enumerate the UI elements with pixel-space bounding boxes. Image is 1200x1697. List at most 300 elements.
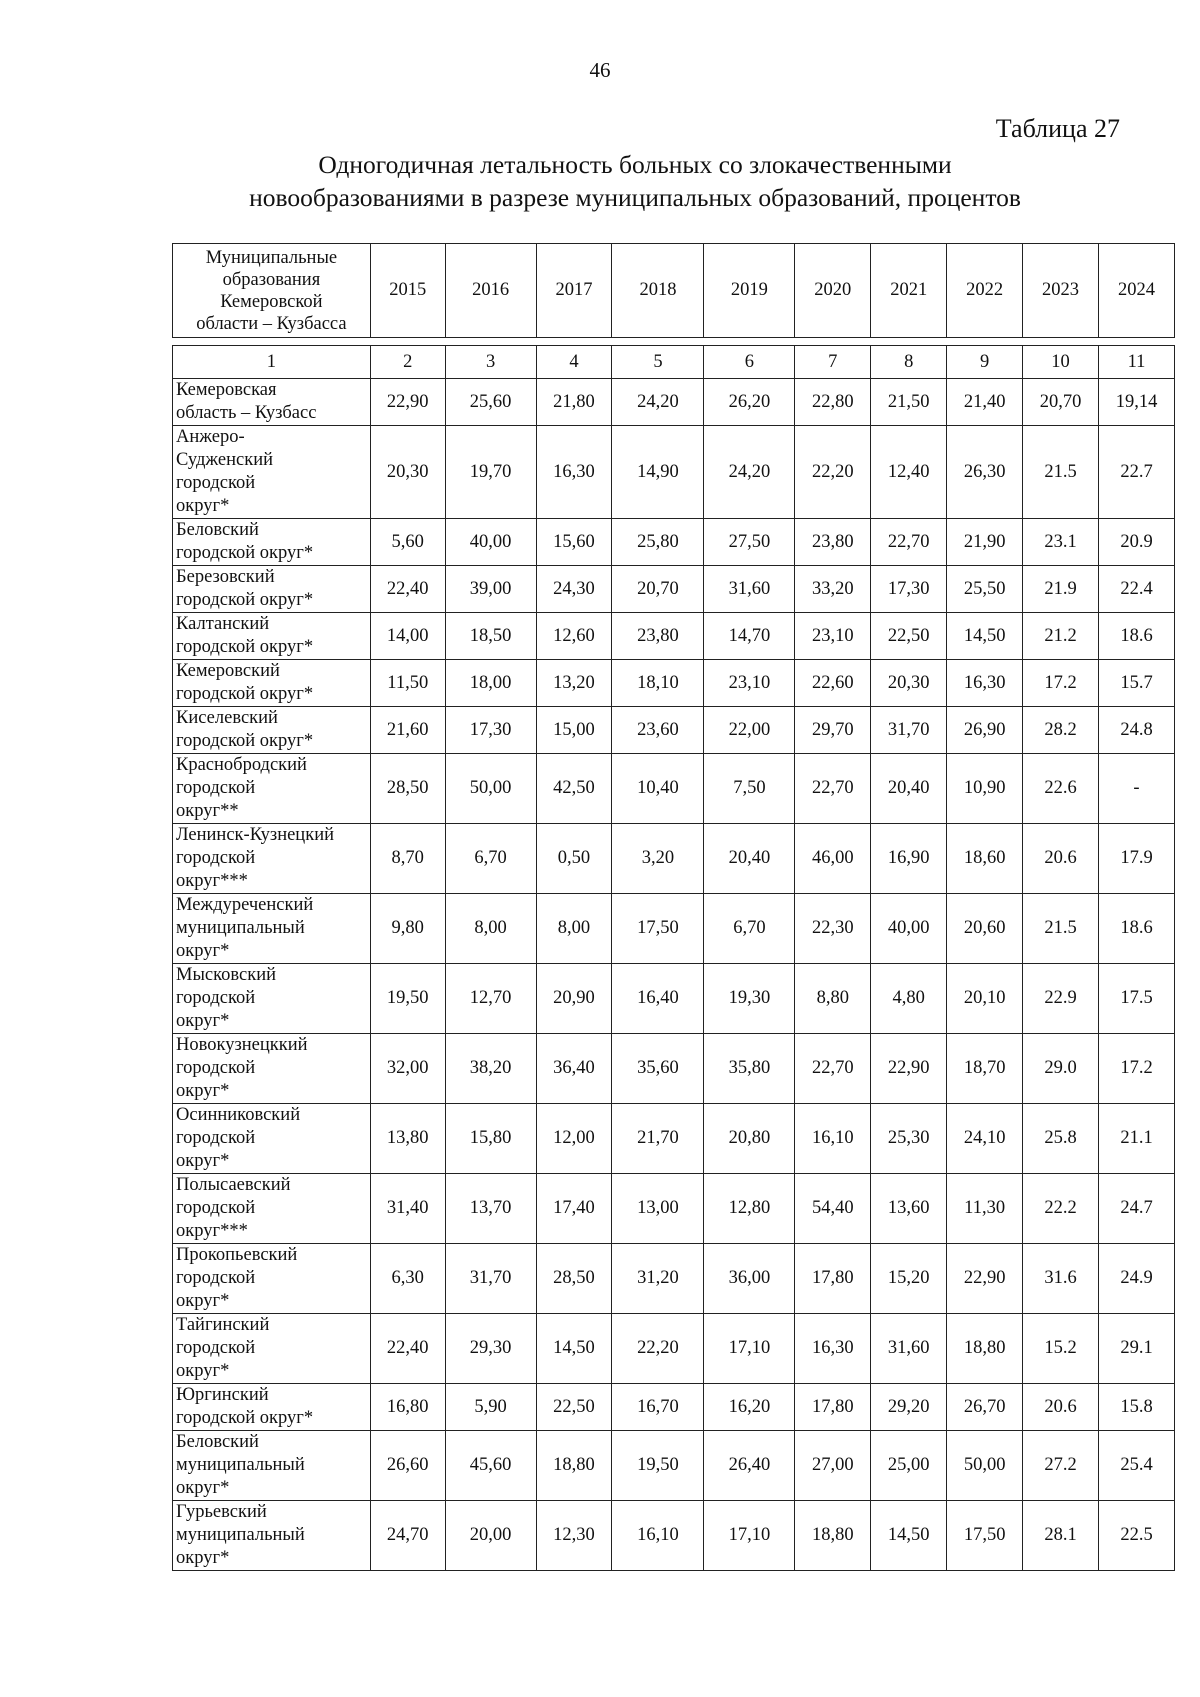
value-cell: 20.6 bbox=[1023, 1384, 1099, 1431]
table-row bbox=[173, 1244, 1175, 1314]
region-name-line: округ* bbox=[176, 1361, 230, 1381]
value-cell: 22,90 bbox=[947, 1244, 1023, 1314]
value-cell: 12,80 bbox=[704, 1174, 795, 1244]
region-header-line: Муниципальные bbox=[205, 247, 338, 268]
value-cell: 28.2 bbox=[1023, 707, 1099, 754]
value-cell: 22.2 bbox=[1023, 1174, 1099, 1244]
column-number-cell: 2 bbox=[370, 346, 445, 379]
value-cell: 27,50 bbox=[704, 519, 795, 566]
region-name-line: городской bbox=[176, 848, 256, 868]
value-cell: 16,70 bbox=[612, 1384, 704, 1431]
region-name-line: городской bbox=[176, 988, 256, 1008]
year-header-cell: 2021 bbox=[871, 244, 947, 338]
value-cell: 29.1 bbox=[1099, 1314, 1175, 1384]
year-header-cell: 2018 bbox=[612, 244, 704, 338]
value-cell: 8,80 bbox=[795, 964, 871, 1034]
value-cell: 15,00 bbox=[536, 707, 612, 754]
value-cell: 24.9 bbox=[1099, 1244, 1175, 1314]
value-cell: 46,00 bbox=[795, 824, 871, 894]
value-cell: 24,30 bbox=[536, 566, 612, 613]
value-cell: 40,00 bbox=[445, 519, 536, 566]
value-cell: 16,90 bbox=[871, 824, 947, 894]
value-cell: 16,30 bbox=[795, 1314, 871, 1384]
region-name-line: городской bbox=[176, 1128, 256, 1148]
year-header-cell: 2019 bbox=[704, 244, 795, 338]
value-cell: - bbox=[1099, 754, 1175, 824]
year-header-cell: 2020 bbox=[795, 244, 871, 338]
table-row bbox=[173, 1431, 1175, 1501]
title-line: новообразованиями в разрезе муниципальных образований, процентов bbox=[249, 183, 1021, 212]
value-cell: 21.2 bbox=[1023, 613, 1099, 660]
value-cell: 4,80 bbox=[871, 964, 947, 1034]
table-title bbox=[140, 148, 1130, 214]
value-cell: 16,10 bbox=[795, 1104, 871, 1174]
value-cell: 17,50 bbox=[947, 1501, 1023, 1571]
value-cell: 14,00 bbox=[370, 613, 445, 660]
value-cell: 23,10 bbox=[704, 660, 795, 707]
value-cell: 15.7 bbox=[1099, 660, 1175, 707]
column-number-row bbox=[173, 346, 1175, 379]
value-cell: 18,80 bbox=[795, 1501, 871, 1571]
column-number-cell: 10 bbox=[1023, 346, 1099, 379]
year-header-cell: 2016 bbox=[445, 244, 536, 338]
value-cell: 21,50 bbox=[871, 379, 947, 426]
value-cell: 40,00 bbox=[871, 894, 947, 964]
region-name-cell bbox=[173, 1431, 371, 1501]
value-cell: 24,20 bbox=[612, 379, 704, 426]
value-cell: 35,60 bbox=[612, 1034, 704, 1104]
value-cell: 20,30 bbox=[871, 660, 947, 707]
value-cell: 45,60 bbox=[445, 1431, 536, 1501]
value-cell: 22,30 bbox=[795, 894, 871, 964]
value-cell: 22,80 bbox=[795, 379, 871, 426]
value-cell: 22,70 bbox=[795, 1034, 871, 1104]
value-cell: 21.9 bbox=[1023, 566, 1099, 613]
value-cell: 22,50 bbox=[871, 613, 947, 660]
table-row bbox=[173, 1174, 1175, 1244]
value-cell: 22,20 bbox=[795, 426, 871, 519]
region-name-cell bbox=[173, 1174, 371, 1244]
value-cell: 16,30 bbox=[536, 426, 612, 519]
region-name-line: Калтанский bbox=[176, 614, 270, 634]
value-cell: 22,90 bbox=[871, 1034, 947, 1104]
column-number-cell: 4 bbox=[536, 346, 612, 379]
value-cell: 13,20 bbox=[536, 660, 612, 707]
value-cell: 17,40 bbox=[536, 1174, 612, 1244]
region-name-line: округ* bbox=[176, 1151, 230, 1171]
value-cell: 18,80 bbox=[536, 1431, 612, 1501]
region-name-line: городской округ* bbox=[176, 684, 314, 704]
table-row bbox=[173, 379, 1175, 426]
value-cell: 18,60 bbox=[947, 824, 1023, 894]
data-table bbox=[172, 345, 1175, 1571]
region-name-line: Кемеровская bbox=[176, 380, 277, 400]
value-cell: 18,50 bbox=[445, 613, 536, 660]
region-name-line: округ* bbox=[176, 496, 230, 516]
table-row bbox=[173, 754, 1175, 824]
year-header-cell: 2017 bbox=[536, 244, 612, 338]
value-cell: 23,60 bbox=[612, 707, 704, 754]
value-cell: 3,20 bbox=[612, 824, 704, 894]
value-cell: 24,10 bbox=[947, 1104, 1023, 1174]
column-number-cell: 3 bbox=[445, 346, 536, 379]
region-name-line: городской округ* bbox=[176, 590, 314, 610]
value-cell: 21.5 bbox=[1023, 426, 1099, 519]
value-cell: 29,70 bbox=[795, 707, 871, 754]
value-cell: 18,00 bbox=[445, 660, 536, 707]
value-cell: 18,80 bbox=[947, 1314, 1023, 1384]
region-name-line: область – Кузбасс bbox=[176, 403, 317, 423]
value-cell: 18.6 bbox=[1099, 613, 1175, 660]
table-row bbox=[173, 964, 1175, 1034]
value-cell: 17.2 bbox=[1023, 660, 1099, 707]
value-cell: 17,30 bbox=[445, 707, 536, 754]
value-cell: 20,10 bbox=[947, 964, 1023, 1034]
region-name-line: Прокопьевский bbox=[176, 1245, 298, 1265]
region-name-line: городской bbox=[176, 1268, 256, 1288]
value-cell: 17,80 bbox=[795, 1244, 871, 1314]
column-number-cell: 6 bbox=[704, 346, 795, 379]
year-header-cell: 2023 bbox=[1023, 244, 1099, 338]
region-name-line: округ*** bbox=[176, 871, 248, 891]
table-row bbox=[173, 824, 1175, 894]
region-name-line: городской bbox=[176, 1198, 256, 1218]
region-name-cell bbox=[173, 1104, 371, 1174]
region-name-line: Гурьевский bbox=[176, 1502, 267, 1522]
value-cell: 36,00 bbox=[704, 1244, 795, 1314]
region-name-line: Ленинск-Кузнецкий bbox=[176, 825, 334, 845]
region-name-cell bbox=[173, 566, 371, 613]
column-number-cell: 7 bbox=[795, 346, 871, 379]
value-cell: 27.2 bbox=[1023, 1431, 1099, 1501]
value-cell: 21,40 bbox=[947, 379, 1023, 426]
region-name-cell bbox=[173, 964, 371, 1034]
page-number: 46 bbox=[589, 58, 611, 82]
region-name-line: округ* bbox=[176, 1081, 230, 1101]
region-name-line: округ* bbox=[176, 1291, 230, 1311]
value-cell: 15,80 bbox=[445, 1104, 536, 1174]
region-name-line: округ* bbox=[176, 1478, 230, 1498]
value-cell: 28.1 bbox=[1023, 1501, 1099, 1571]
value-cell: 20.6 bbox=[1023, 824, 1099, 894]
value-cell: 12,30 bbox=[536, 1501, 612, 1571]
value-cell: 24.8 bbox=[1099, 707, 1175, 754]
value-cell: 25,30 bbox=[871, 1104, 947, 1174]
value-cell: 19,14 bbox=[1099, 379, 1175, 426]
region-name-line: Киселевский bbox=[176, 708, 278, 728]
value-cell: 26,70 bbox=[947, 1384, 1023, 1431]
region-name-line: Кемеровский bbox=[176, 661, 280, 681]
region-name-line: округ* bbox=[176, 1548, 230, 1568]
value-cell: 16,20 bbox=[704, 1384, 795, 1431]
table-row bbox=[173, 566, 1175, 613]
value-cell: 17.5 bbox=[1099, 964, 1175, 1034]
value-cell: 13,00 bbox=[612, 1174, 704, 1244]
value-cell: 18,10 bbox=[612, 660, 704, 707]
value-cell: 42,50 bbox=[536, 754, 612, 824]
region-name-line: Новокузнецккий bbox=[176, 1035, 308, 1055]
value-cell: 16,10 bbox=[612, 1501, 704, 1571]
value-cell: 20,40 bbox=[704, 824, 795, 894]
region-name-line: городской bbox=[176, 778, 256, 798]
value-cell: 50,00 bbox=[947, 1431, 1023, 1501]
region-name-cell bbox=[173, 824, 371, 894]
region-name-line: муниципальный bbox=[176, 1525, 305, 1545]
value-cell: 31,70 bbox=[445, 1244, 536, 1314]
value-cell: 20,80 bbox=[704, 1104, 795, 1174]
value-cell: 17,30 bbox=[871, 566, 947, 613]
value-cell: 25,50 bbox=[947, 566, 1023, 613]
region-name-cell bbox=[173, 379, 371, 426]
region-name-line: Междуреченский bbox=[176, 895, 314, 915]
value-cell: 29,20 bbox=[871, 1384, 947, 1431]
region-name-cell bbox=[173, 1501, 371, 1571]
region-header-line: образования bbox=[222, 269, 321, 290]
region-name-line: Судженский bbox=[176, 450, 274, 470]
value-cell: 13,70 bbox=[445, 1174, 536, 1244]
value-cell: 31,60 bbox=[704, 566, 795, 613]
value-cell: 13,60 bbox=[871, 1174, 947, 1244]
region-name-line: Осинниковский bbox=[176, 1105, 301, 1125]
value-cell: 8,00 bbox=[445, 894, 536, 964]
value-cell: 35,80 bbox=[704, 1034, 795, 1104]
value-cell: 23,80 bbox=[795, 519, 871, 566]
table-header bbox=[172, 243, 1175, 338]
value-cell: 26,30 bbox=[947, 426, 1023, 519]
value-cell: 26,60 bbox=[370, 1431, 445, 1501]
region-name-line: Тайгинский bbox=[176, 1315, 270, 1335]
region-name-line: городской bbox=[176, 1338, 256, 1358]
value-cell: 12,00 bbox=[536, 1104, 612, 1174]
region-name-line: городской округ* bbox=[176, 731, 314, 751]
value-cell: 20,40 bbox=[871, 754, 947, 824]
value-cell: 14,50 bbox=[536, 1314, 612, 1384]
value-cell: 22,00 bbox=[704, 707, 795, 754]
region-name-line: округ** bbox=[176, 801, 239, 821]
region-header-line: Кемеровской bbox=[220, 291, 323, 312]
region-name-cell bbox=[173, 426, 371, 519]
value-cell: 12,40 bbox=[871, 426, 947, 519]
value-cell: 15,20 bbox=[871, 1244, 947, 1314]
header-row bbox=[173, 244, 1175, 338]
value-cell: 33,20 bbox=[795, 566, 871, 613]
value-cell: 18.6 bbox=[1099, 894, 1175, 964]
value-cell: 22.4 bbox=[1099, 566, 1175, 613]
value-cell: 21,70 bbox=[612, 1104, 704, 1174]
value-cell: 50,00 bbox=[445, 754, 536, 824]
value-cell: 20,70 bbox=[1023, 379, 1099, 426]
value-cell: 19,50 bbox=[612, 1431, 704, 1501]
region-name-line: муниципальный bbox=[176, 918, 305, 938]
value-cell: 31,70 bbox=[871, 707, 947, 754]
value-cell: 20,90 bbox=[536, 964, 612, 1034]
region-name-cell bbox=[173, 707, 371, 754]
value-cell: 17,80 bbox=[795, 1384, 871, 1431]
region-name-line: округ*** bbox=[176, 1221, 248, 1241]
value-cell: 22,40 bbox=[370, 1314, 445, 1384]
value-cell: 22,70 bbox=[795, 754, 871, 824]
table-row bbox=[173, 1104, 1175, 1174]
value-cell: 18,70 bbox=[947, 1034, 1023, 1104]
value-cell: 22,40 bbox=[370, 566, 445, 613]
value-cell: 17.9 bbox=[1099, 824, 1175, 894]
value-cell: 10,40 bbox=[612, 754, 704, 824]
value-cell: 23,80 bbox=[612, 613, 704, 660]
value-cell: 17,10 bbox=[704, 1501, 795, 1571]
value-cell: 22,60 bbox=[795, 660, 871, 707]
value-cell: 24.7 bbox=[1099, 1174, 1175, 1244]
table-row bbox=[173, 519, 1175, 566]
value-cell: 15,60 bbox=[536, 519, 612, 566]
value-cell: 12,70 bbox=[445, 964, 536, 1034]
year-header-cell: 2022 bbox=[947, 244, 1023, 338]
value-cell: 19,70 bbox=[445, 426, 536, 519]
region-name-line: Мысковский bbox=[176, 965, 277, 985]
value-cell: 20,30 bbox=[370, 426, 445, 519]
value-cell: 28,50 bbox=[536, 1244, 612, 1314]
value-cell: 54,40 bbox=[795, 1174, 871, 1244]
value-cell: 14,50 bbox=[947, 613, 1023, 660]
value-cell: 21.1 bbox=[1099, 1104, 1175, 1174]
value-cell: 29.0 bbox=[1023, 1034, 1099, 1104]
value-cell: 25.4 bbox=[1099, 1431, 1175, 1501]
value-cell: 12,60 bbox=[536, 613, 612, 660]
region-name-line: Березовский bbox=[176, 567, 275, 587]
value-cell: 20,60 bbox=[947, 894, 1023, 964]
value-cell: 23.1 bbox=[1023, 519, 1099, 566]
region-name-line: городской округ* bbox=[176, 543, 314, 563]
value-cell: 21,80 bbox=[536, 379, 612, 426]
region-column-header bbox=[173, 244, 371, 338]
value-cell: 9,80 bbox=[370, 894, 445, 964]
region-name-cell bbox=[173, 1314, 371, 1384]
value-cell: 11,50 bbox=[370, 660, 445, 707]
value-cell: 22.7 bbox=[1099, 426, 1175, 519]
value-cell: 21,60 bbox=[370, 707, 445, 754]
value-cell: 39,00 bbox=[445, 566, 536, 613]
value-cell: 22.5 bbox=[1099, 1501, 1175, 1571]
region-name-cell bbox=[173, 1384, 371, 1431]
region-name-cell bbox=[173, 1034, 371, 1104]
region-name-line: округ* bbox=[176, 941, 230, 961]
value-cell: 8,70 bbox=[370, 824, 445, 894]
value-cell: 16,80 bbox=[370, 1384, 445, 1431]
value-cell: 31,40 bbox=[370, 1174, 445, 1244]
region-name-line: городской bbox=[176, 1058, 256, 1078]
column-number-cell: 9 bbox=[947, 346, 1023, 379]
region-name-line: Краснобродский bbox=[176, 755, 307, 775]
value-cell: 31,60 bbox=[871, 1314, 947, 1384]
value-cell: 24,70 bbox=[370, 1501, 445, 1571]
region-name-line: округ* bbox=[176, 1011, 230, 1031]
table-row bbox=[173, 1314, 1175, 1384]
region-name-line: Анжеро- bbox=[176, 427, 245, 447]
year-header-cell: 2024 bbox=[1099, 244, 1175, 338]
value-cell: 25,00 bbox=[871, 1431, 947, 1501]
value-cell: 26,90 bbox=[947, 707, 1023, 754]
value-cell: 25,80 bbox=[612, 519, 704, 566]
region-name-line: городской округ* bbox=[176, 637, 314, 657]
column-number-cell: 1 bbox=[173, 346, 371, 379]
value-cell: 16,30 bbox=[947, 660, 1023, 707]
value-cell: 10,90 bbox=[947, 754, 1023, 824]
region-name-line: городской округ* bbox=[176, 1408, 314, 1428]
region-name-cell bbox=[173, 613, 371, 660]
region-name-line: Беловский bbox=[176, 1432, 259, 1452]
value-cell: 21,90 bbox=[947, 519, 1023, 566]
value-cell: 13,80 bbox=[370, 1104, 445, 1174]
value-cell: 27,00 bbox=[795, 1431, 871, 1501]
value-cell: 22.6 bbox=[1023, 754, 1099, 824]
region-name-cell bbox=[173, 1244, 371, 1314]
value-cell: 22,50 bbox=[536, 1384, 612, 1431]
value-cell: 31.6 bbox=[1023, 1244, 1099, 1314]
region-name-line: Полысаевский bbox=[176, 1175, 291, 1195]
region-name-cell bbox=[173, 754, 371, 824]
region-name-line: городской bbox=[176, 473, 256, 493]
value-cell: 32,00 bbox=[370, 1034, 445, 1104]
value-cell: 28,50 bbox=[370, 754, 445, 824]
value-cell: 20,70 bbox=[612, 566, 704, 613]
table-row bbox=[173, 1034, 1175, 1104]
value-cell: 17,50 bbox=[612, 894, 704, 964]
year-header-cell: 2015 bbox=[370, 244, 445, 338]
table-row bbox=[173, 1384, 1175, 1431]
value-cell: 22,20 bbox=[612, 1314, 704, 1384]
value-cell: 19,50 bbox=[370, 964, 445, 1034]
value-cell: 15.2 bbox=[1023, 1314, 1099, 1384]
value-cell: 29,30 bbox=[445, 1314, 536, 1384]
value-cell: 19,30 bbox=[704, 964, 795, 1034]
value-cell: 6,30 bbox=[370, 1244, 445, 1314]
value-cell: 6,70 bbox=[445, 824, 536, 894]
region-name-line: Юргинский bbox=[176, 1385, 269, 1405]
value-cell: 5,90 bbox=[445, 1384, 536, 1431]
table-row bbox=[173, 1501, 1175, 1571]
value-cell: 23,10 bbox=[795, 613, 871, 660]
value-cell: 38,20 bbox=[445, 1034, 536, 1104]
value-cell: 0,50 bbox=[536, 824, 612, 894]
table-row bbox=[173, 426, 1175, 519]
table-row bbox=[173, 894, 1175, 964]
value-cell: 14,50 bbox=[871, 1501, 947, 1571]
value-cell: 25.8 bbox=[1023, 1104, 1099, 1174]
column-number-cell: 11 bbox=[1099, 346, 1175, 379]
value-cell: 22,90 bbox=[370, 379, 445, 426]
table-label: Таблица 27 bbox=[995, 114, 1120, 143]
table-row bbox=[173, 660, 1175, 707]
column-number-cell: 5 bbox=[612, 346, 704, 379]
value-cell: 17.2 bbox=[1099, 1034, 1175, 1104]
value-cell: 24,20 bbox=[704, 426, 795, 519]
region-header-line: области – Кузбасса bbox=[196, 313, 347, 334]
value-cell: 25,60 bbox=[445, 379, 536, 426]
value-cell: 15.8 bbox=[1099, 1384, 1175, 1431]
value-cell: 11,30 bbox=[947, 1174, 1023, 1244]
region-name-cell bbox=[173, 660, 371, 707]
value-cell: 14,90 bbox=[612, 426, 704, 519]
value-cell: 16,40 bbox=[612, 964, 704, 1034]
value-cell: 22.9 bbox=[1023, 964, 1099, 1034]
value-cell: 22,70 bbox=[871, 519, 947, 566]
value-cell: 36,40 bbox=[536, 1034, 612, 1104]
title-line: Одногодичная летальность больных со злокачественными bbox=[318, 150, 952, 179]
value-cell: 26,40 bbox=[704, 1431, 795, 1501]
value-cell: 14,70 bbox=[704, 613, 795, 660]
value-cell: 6,70 bbox=[704, 894, 795, 964]
value-cell: 17,10 bbox=[704, 1314, 795, 1384]
value-cell: 20.9 bbox=[1099, 519, 1175, 566]
